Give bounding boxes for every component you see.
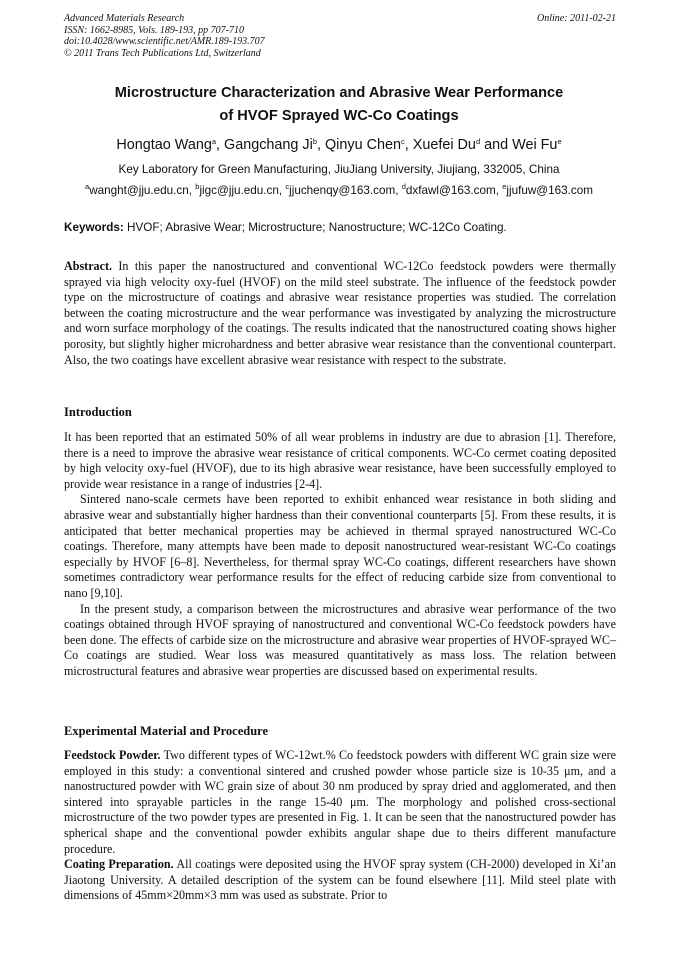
abstract-label: Abstract. (64, 259, 113, 273)
paragraph: Sintered nano-scale cermets have been reported to exhibit enhanced wear resistance in both sliding and abrasive wear and substantially higher hardness than their conventional counterparts [5]. From these results, it is anticipated that better mechanical properties may be achieved in thermal sprayed nanostructured WC-Co coatings. Therefore, many attempts have been made to deposit nanostructured wear-resistant WC-Co coatings especially by HVOF [6–8]. Nevertheless, for thermal spray WC-Co coatings, different researchers have shown sometimes contradictory wear performance results for the effect of reducing carbide size from conventional to nano [9,10]. (64, 492, 616, 600)
author-sep: and (480, 137, 513, 153)
author-sep: , (404, 137, 413, 153)
email-sep: , (278, 184, 286, 197)
author-sup: c (400, 137, 405, 146)
email-sup: a (85, 182, 90, 191)
section-heading-experimental: Experimental Material and Procedure (64, 724, 269, 738)
email-address: jjufuw@163.com (506, 184, 593, 197)
author-name: Gangchang Ji (224, 137, 313, 153)
abstract (64, 259, 616, 368)
email-sep: , (395, 184, 402, 197)
introduction-body (64, 430, 616, 680)
author-sep: , (316, 137, 325, 153)
author (325, 137, 405, 153)
author-name: Wei Fu (512, 137, 558, 153)
email-list (40, 183, 638, 199)
doi-line: doi:10.4028/www.scientific.net/AMR.189-193.707 (64, 36, 265, 47)
title-line-2: of HVOF Sprayed WC-Co Coatings (219, 108, 459, 124)
paragraph: In the present study, a comparison between the microstructures and abrasive wear performance of the two coatings obtained through HVOF spraying of nanostructured and conventional WC-Co feedstock powders have been done. The effects of carbide size on the microstructure and abrasive wear properties of HVOF-sprayed WC–Co coatings are studied. Wear loss was measured quantitatively as mass loss. The relation between microstructural features and abrasive wear properties are discussed based on experimental results. (64, 601, 616, 678)
subsection-label-coating: Coating Preparation. (64, 857, 174, 872)
email-address: jigc@jju.edu.cn (199, 184, 279, 197)
issn-line: ISSN: 1662-8985, Vols. 189-193, pp 707-710 (64, 24, 244, 36)
paper-title (40, 82, 638, 128)
experimental-body (64, 748, 616, 904)
keywords-label: Keywords: (64, 221, 124, 234)
journal-header (64, 13, 616, 59)
abstract-text: In this paper the nanostructured and conventional WC-12Co feedstock powders were thermally sprayed via high velocity oxy-fuel (HVOF) on the mild steel substrate. The influence of the feedstock powder type on the microstructure of coatings and abrasive wear resistance properties was studied. The correlation between the coating microstructure and the wear performance was investigated by analyzing the microstructure and worn surface morphology of the coatings. The results indicated that the nanostructured coating shows higher porosity, but slightly higher microhardness and better abrasive wear resistance than the conventional counterpart. Also, the two coatings have excellent abrasive wear resistance with respect to the substrate. (64, 259, 616, 367)
copyright-line: © 2011 Trans Tech Publications Ltd, Switzerland (64, 47, 261, 59)
email-sep: , (188, 184, 196, 197)
title-line-1: Microstructure Characterization and Abrasive Wear Performance (114, 85, 564, 101)
section-heading-introduction: Introduction (64, 405, 132, 419)
keywords (64, 220, 616, 236)
author (413, 137, 480, 153)
email-sup: b (195, 182, 200, 191)
paragraph: It has been reported that an estimated 50% of all wear problems in industry are due to abrasion [1]. Therefore, there is a need to improve the abrasive wear resistance of critical components. WC-Co cermet coating deposited by high velocity oxy-fuel (HVOF), due to its high abrasive wear resistance, have been successfully employed to provide wear resistance in a range of industries [2-4]. (64, 430, 616, 491)
author (224, 137, 317, 153)
affiliation: Key Laboratory for Green Manufacturing, JiuJiang University, Jiujiang, 332005, China (118, 163, 560, 176)
paragraph: Two different types of WC-12wt.% Co feedstock powders with different WC grain size were employed in this study: a conventional sintered and crushed powder whose particle size is 10-35 μm, and a nanostructured powder with WC grain size of about 30 nm produced by spray dried and agglomerated, and then sintered into sprayable particles in the range 15-40 μm. The morphology and polished cross-sectional microstructure of the two powder types are presented in Fig. 1. It can be seen that the nanostructured powder has spherical shape and the conventional powder exhibits angular shape due to theirs different manufacture procedure. (64, 748, 617, 856)
email-sep: , (495, 184, 503, 197)
email-address: wanght@jju.edu.cn (89, 184, 189, 197)
author-list (40, 136, 638, 154)
journal-name: Advanced Materials Research (64, 13, 185, 24)
author-sup: e (557, 137, 562, 146)
subsection-label-feedstock: Feedstock Powder. (64, 748, 161, 762)
email-sup: d (401, 182, 406, 191)
author-name: Qinyu Chen (324, 137, 401, 153)
email-sup: e (502, 182, 507, 191)
author-name: Hongtao Wang (116, 137, 212, 153)
author-name: Xuefei Du (412, 137, 476, 153)
author-sup: a (211, 137, 216, 146)
email-address: dxfawl@163.com (405, 184, 496, 197)
online-date: Online: 2011-02-21 (537, 13, 616, 24)
paragraph: All coatings were deposited using the HVOF spray system (CH-2000) developed in Xi’an Jiaotong University. A detailed description of the system can be found elsewhere [11]. Mild steel plate with dimensions of 45mm×20mm×3 mm was used as substrate. Prior to (64, 857, 616, 903)
author-sup: b (312, 137, 317, 146)
email-sup: c (285, 182, 290, 191)
email-address: jjuchenqy@163.com (289, 184, 396, 197)
author (116, 137, 216, 153)
keywords-text: HVOF; Abrasive Wear; Microstructure; Nanostructure; WC-12Co Coating. (127, 221, 507, 234)
author-sep: , (216, 137, 224, 153)
author (512, 137, 562, 153)
author-sup: d (475, 137, 481, 146)
